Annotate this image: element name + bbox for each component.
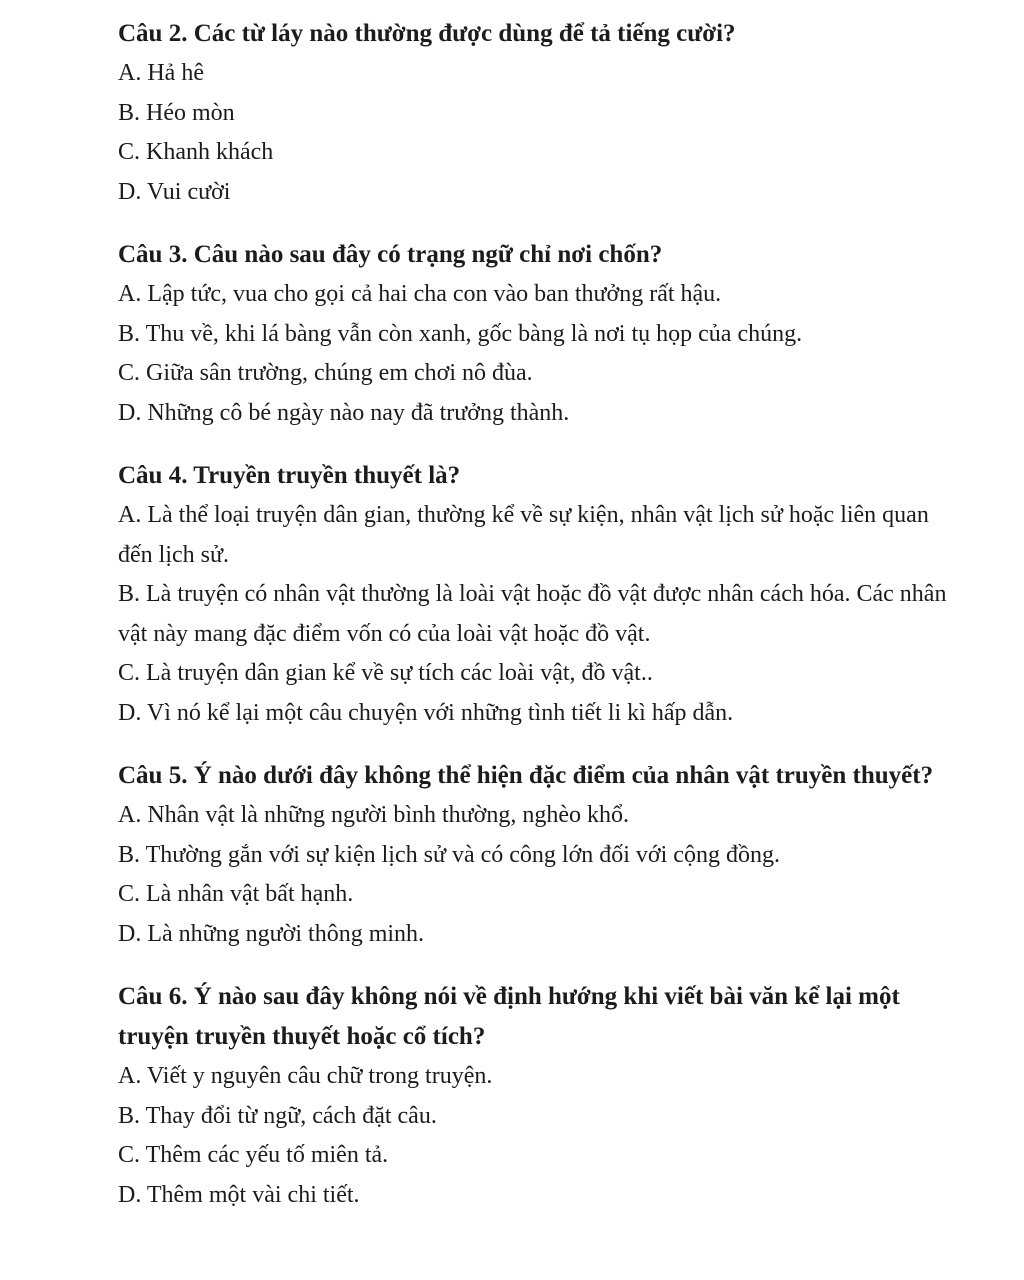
question-3 [118,235,968,433]
answer-option-b: B. Là truyện có nhân vật thường là loài vật hoặc đồ vật được nhân cách hóa. Các nhân vật này mang đặc điểm vốn có của loài vật hoặc đồ vật. [118,581,947,647]
answer-option-b: B. Thay đổi từ ngữ, cách đặt câu. [118,1102,437,1129]
answer-option-d: D. Những cô bé ngày nào nay đã trưởng thành. [118,399,570,426]
answer-option-a: A. Là thể loại truyện dân gian, thường kể về sự kiện, nhân vật lịch sử hoặc liên quan đến lịch sử. [118,502,929,568]
answer-option-c: C. Thêm các yếu tố miên tả. [118,1142,389,1168]
answer-option-a: A. Lập tức, vua cho gọi cả hai cha con vào ban thưởng rất hậu. [118,281,722,307]
question-4 [118,456,968,733]
question-6 [118,977,968,1215]
answer-option-b: B. Thu về, khi lá bàng vẫn còn xanh, gốc bàng là nơi tụ họp của chúng. [118,320,803,347]
question-title: Câu 5. Ý nào dưới đây không thể hiện đặc điểm của nhân vật truyền thuyết? [118,762,934,789]
question-2 [118,14,968,212]
answer-option-c: C. Là truyện dân gian kể về sự tích các loài vật, đồ vật.. [118,660,653,686]
answer-option-c: C. Khanh khách [118,139,274,165]
answer-option-d: D. Thêm một vài chi tiết. [118,1181,360,1208]
answer-option-d: D. Là những người thông minh. [118,920,425,947]
question-title: Câu 4. Truyền truyền thuyết là? [118,462,461,489]
answer-option-a: A. Nhân vật là những người bình thường, nghèo khổ. [118,802,630,828]
quiz-page [118,14,968,1238]
answer-option-b: B. Héo mòn [118,99,235,126]
answer-option-d: D. Vui cười [118,178,231,205]
answer-option-d: D. Vì nó kể lại một câu chuyện với những tình tiết li kì hấp dẫn. [118,699,734,726]
answer-option-c: C. Là nhân vật bất hạnh. [118,881,354,907]
answer-option-a: A. Viết y nguyên câu chữ trong truyện. [118,1063,493,1089]
answer-option-b: B. Thường gắn với sự kiện lịch sử và có công lớn đối với cộng đồng. [118,841,780,868]
answer-option-a: A. Hả hê [118,60,204,86]
question-title: Câu 6. Ý nào sau đây không nói về định hướng khi viết bài văn kể lại một truyện truyền thuyết hoặc cổ tích? [118,983,900,1050]
question-title: Câu 2. Các từ láy nào thường được dùng để tả tiếng cười? [118,20,736,47]
answer-option-c: C. Giữa sân trường, chúng em chơi nô đùa. [118,360,533,386]
question-5 [118,756,968,954]
question-title: Câu 3. Câu nào sau đây có trạng ngữ chỉ nơi chốn? [118,241,663,268]
